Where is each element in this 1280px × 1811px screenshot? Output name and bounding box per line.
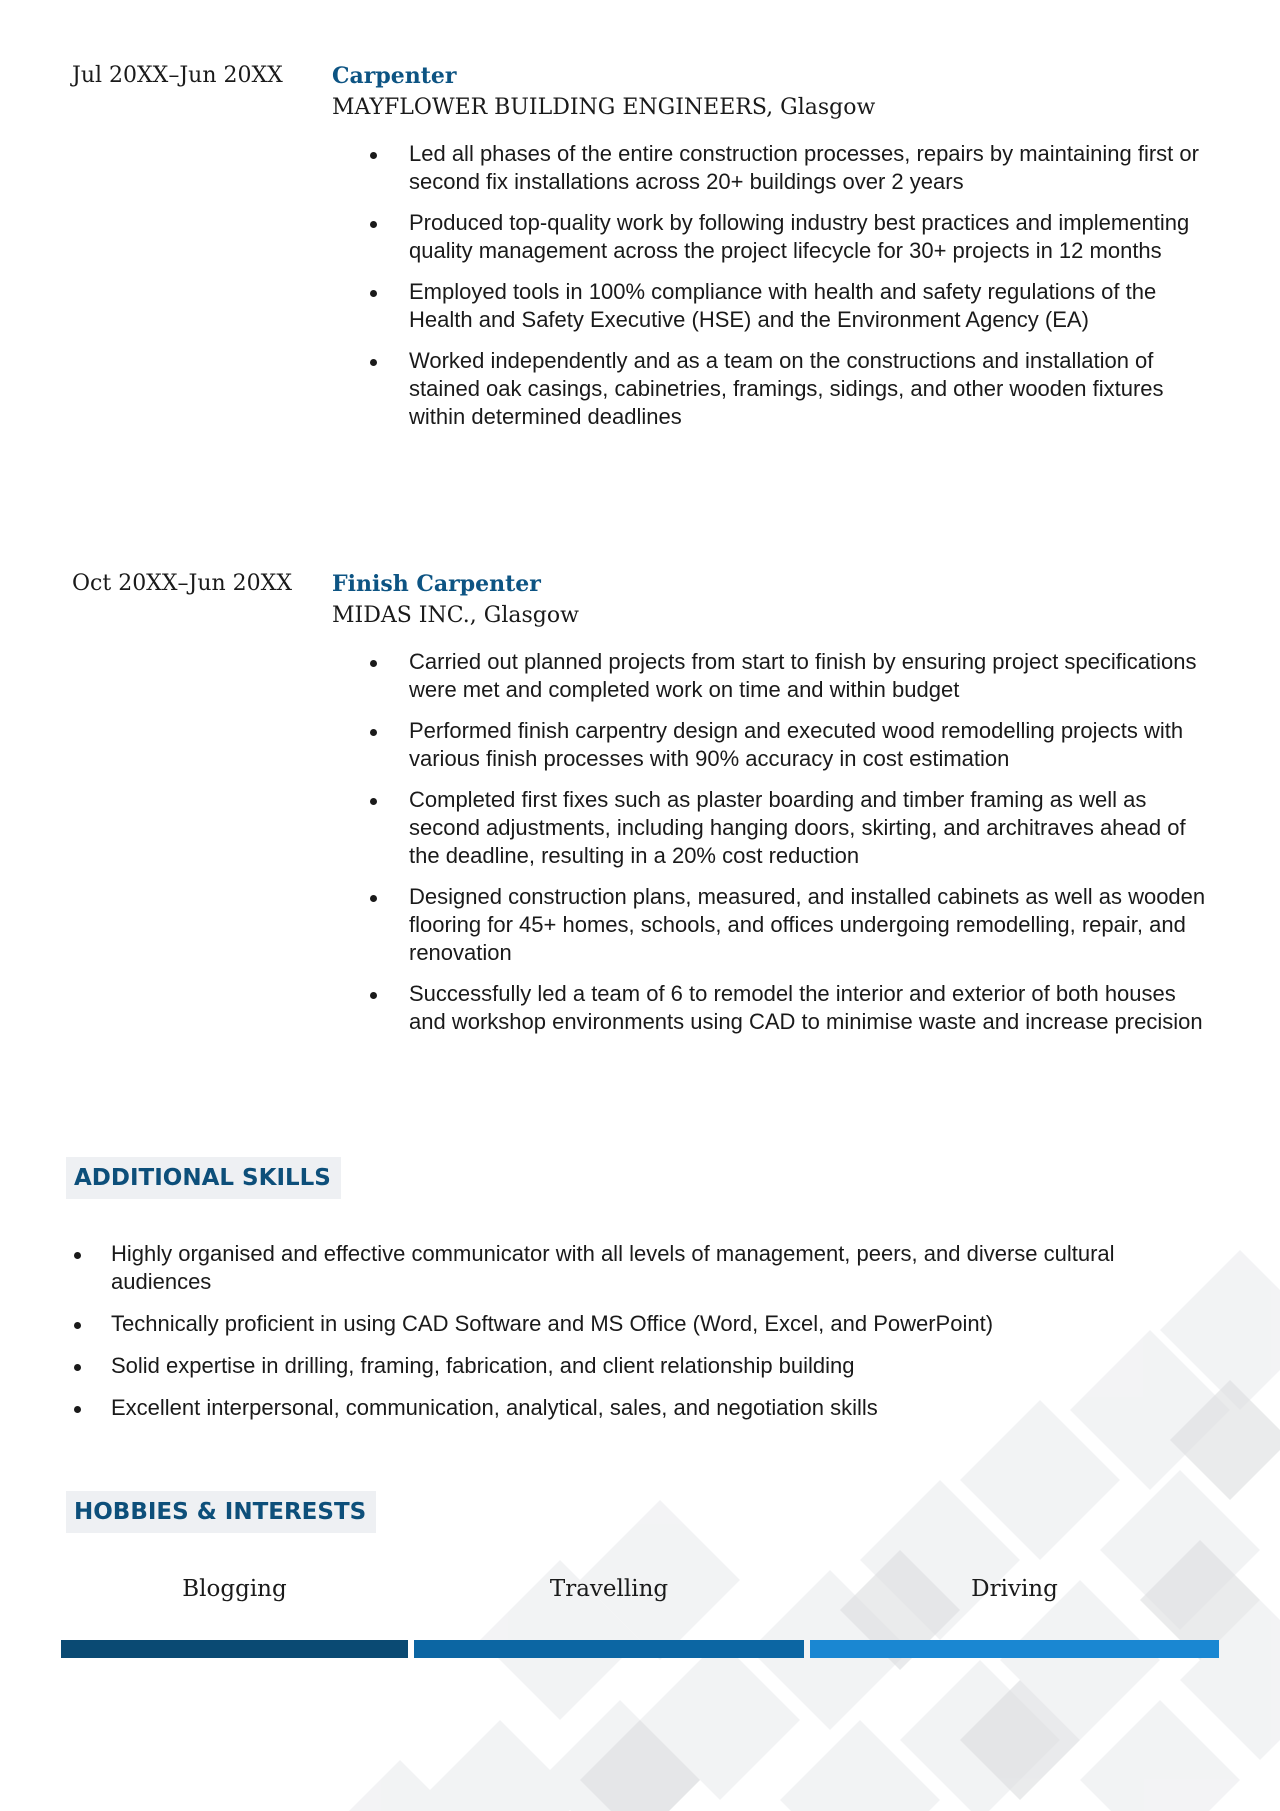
skill-item: Solid expertise in drilling, framing, fabrication, and client relationship building bbox=[72, 1352, 1192, 1380]
job-company: MIDAS INC., Glasgow bbox=[332, 603, 579, 628]
job-date: Oct 20XX–Jun 20XX bbox=[72, 571, 292, 596]
additional-skills-heading: ADDITIONAL SKILLS bbox=[66, 1157, 341, 1199]
skill-item: Excellent interpersonal, communication, analytical, sales, and negotiation skills bbox=[72, 1394, 1192, 1422]
job-bullet: Completed first fixes such as plaster boarding and timber framing as well as second adjustments, including hanging doors, skirting, and architraves ahead of the deadline, resulting in a 20% cost reduction bbox=[332, 786, 1212, 870]
skill-item: Highly organised and effective communicator with all levels of management, peers, and diverse cultural audiences bbox=[72, 1240, 1192, 1296]
hobby-blogging: Blogging bbox=[182, 1576, 287, 1602]
job-bullet: Led all phases of the entire construction processes, repairs by maintaining first or second fix installations across 20+ buildings over 2 years bbox=[332, 140, 1212, 196]
hobby-bar-travelling bbox=[414, 1640, 804, 1658]
job-title: Finish Carpenter bbox=[332, 571, 541, 597]
job-bullet-list bbox=[332, 648, 1212, 1049]
job-date: Jul 20XX–Jun 20XX bbox=[72, 63, 283, 88]
job-bullet: Carried out planned projects from start to finish by ensuring project specifications were met and completed work on time and within budget bbox=[332, 648, 1212, 704]
hobby-bar-driving bbox=[810, 1640, 1219, 1658]
job-bullet: Successfully led a team of 6 to remodel the interior and exterior of both houses and workshop environments using CAD to minimise waste and increase precision bbox=[332, 980, 1212, 1036]
job-bullet: Designed construction plans, measured, and installed cabinets as well as wooden flooring for 45+ homes, schools, and offices undergoing remodelling, repair, and renovation bbox=[332, 883, 1212, 967]
job-company: MAYFLOWER BUILDING ENGINEERS, Glasgow bbox=[332, 95, 876, 120]
job-bullet: Performed finish carpentry design and executed wood remodelling projects with various finish processes with 90% accuracy in cost estimation bbox=[332, 717, 1212, 773]
hobbies-heading: HOBBIES & INTERESTS bbox=[66, 1491, 376, 1533]
hobby-travelling: Travelling bbox=[549, 1576, 669, 1602]
job-bullet-list bbox=[332, 140, 1212, 444]
skill-item: Technically proficient in using CAD Software and MS Office (Word, Excel, and PowerPoint) bbox=[72, 1310, 1192, 1338]
job-bullet: Worked independently and as a team on the constructions and installation of stained oak casings, cabinetries, framings, sidings, and other wooden fixtures within determined deadlines bbox=[332, 347, 1212, 431]
additional-skills-list bbox=[72, 1240, 1192, 1436]
job-bullet: Employed tools in 100% compliance with health and safety regulations of the Health and Safety Executive (HSE) and the Environment Agency (EA) bbox=[332, 278, 1212, 334]
job-bullet: Produced top-quality work by following industry best practices and implementing quality management across the project lifecycle for 30+ projects in 12 months bbox=[332, 209, 1212, 265]
hobby-driving: Driving bbox=[971, 1576, 1058, 1602]
hobby-bar-blogging bbox=[61, 1640, 408, 1658]
job-title: Carpenter bbox=[332, 63, 457, 89]
